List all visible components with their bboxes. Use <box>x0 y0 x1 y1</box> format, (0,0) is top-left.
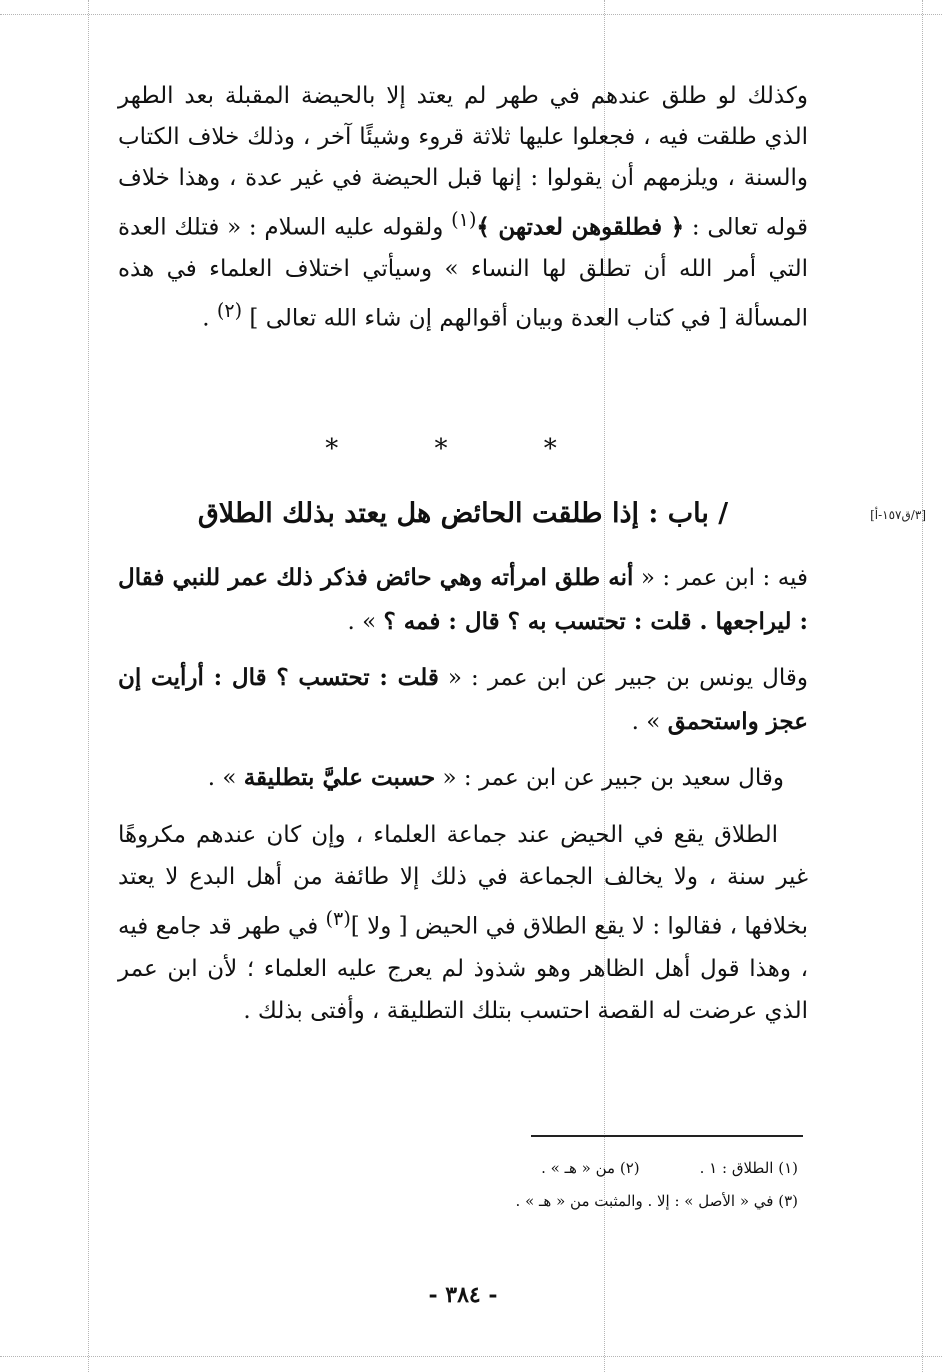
hadith-3-text: حسبت عليَّ بتطليقة <box>243 764 436 791</box>
scan-guide-line-right <box>922 0 923 1372</box>
hadith-2-tail: » . <box>631 709 668 735</box>
hadith-1-tail: » . <box>347 609 384 635</box>
hadith-3-lead: وقال سعيد بن جبير عن ابن عمر : « <box>435 765 784 791</box>
footnote-2: (٢) من « هـ » . <box>541 1159 640 1177</box>
hadith-2-text: قلت : تحتسب ؟ قال : أرأيت إن عجز واستحمق <box>118 664 808 735</box>
hadith-2-lead: وقال يونس بن جبير عن ابن عمر : « <box>438 665 809 691</box>
footnote-ref-1: (١) <box>451 208 477 231</box>
hadith-block <box>118 556 808 1032</box>
hadith-1-text: أنه طلق امرأته وهي حائض فذكر ذلك عمر للنبي فقال : ليراجعها . قلت : تحتسب به ؟ قال : فمه ؟ <box>118 564 808 635</box>
bottom-paragraph-text-a: الطلاق يقع في الحيض عند جماعة العلماء ، وإن كان عندهم مكروهًا غير سنة ، ولا يخالف الجماعة في ذلك إلا طائفة من أهل البدع لا يعتد بخلافها ، فقالوا : لا يقع الطلاق في الحيض [ ولا ] <box>118 822 808 940</box>
hadith-3 <box>118 756 808 800</box>
footnote-row-1 <box>118 1152 808 1185</box>
scan-guide-line-left <box>88 0 89 1372</box>
footnote-3: (٣) في « الأصل » : إلا . والمثبت من « هـ » . <box>515 1192 798 1210</box>
hadith-2 <box>118 656 808 744</box>
bottom-paragraph-text-b: في طهر قد جامع فيه ، وهذا قول أهل الظاهر وهو شذوذ لم يعرج عليه العلماء ؛ لأن ابن عمر الذي عرضت له القصة احتسب بتلك التطليقة ، وأفتى بذلك . <box>118 913 808 1024</box>
footnote-1: (١) الطلاق : ١ . <box>699 1159 798 1177</box>
bottom-paragraph <box>118 814 808 1032</box>
top-paragraph-text-a: وكذلك لو طلق عندهم في طهر لم يعتد إلا بالحيضة المقبلة بعد الطهر الذي طلقت فيه ، فجعلوا عليها ثلاثة قروء وشيئًا آخر ، وذلك خلاف الكتاب والسنة ، ويلزمهم أن يقولوا : إنها قبل الحيضة في غير عدة ، وهذا خلاف قوله تعالى : <box>118 83 808 241</box>
footnote-row-2 <box>118 1185 808 1218</box>
top-paragraph-text-b: ولقوله عليه السلام : « فتلك العدة التي أمر الله أن تطلق لها النساء » وسيأتي اختلاف العلماء في هذه المسألة [ في كتاب العدة وبيان أقوالهم إن شاء الله تعالى ] <box>118 214 808 332</box>
chapter-heading: / باب : إذا طلقت الحائض هل يعتد بذلك الطلاق <box>197 498 729 529</box>
top-paragraph-text-c: . <box>202 305 217 332</box>
footnote-ref-2: (٢) <box>216 298 243 322</box>
scan-guide-line-top <box>0 14 942 15</box>
manuscript-margin-note: [٣/ق١٥٧-أ] <box>870 508 926 522</box>
hadith-1-lead: فيه : ابن عمر : « <box>633 565 808 591</box>
scan-guide-line-bottom <box>0 1356 942 1357</box>
top-paragraph-block <box>118 76 808 339</box>
quran-verse: ﴿ فطلقوهن لعدتهن ﴾ <box>476 213 685 241</box>
footnote-ref-3: (٣) <box>325 907 351 930</box>
hadith-3-tail: » . <box>207 765 244 791</box>
page-number: - ٣٨٤ - <box>428 1282 498 1308</box>
top-paragraph <box>118 76 808 339</box>
section-separator: * * * <box>325 434 601 464</box>
footnotes <box>118 1152 808 1218</box>
footnote-divider <box>531 1135 803 1137</box>
hadith-1 <box>118 556 808 644</box>
